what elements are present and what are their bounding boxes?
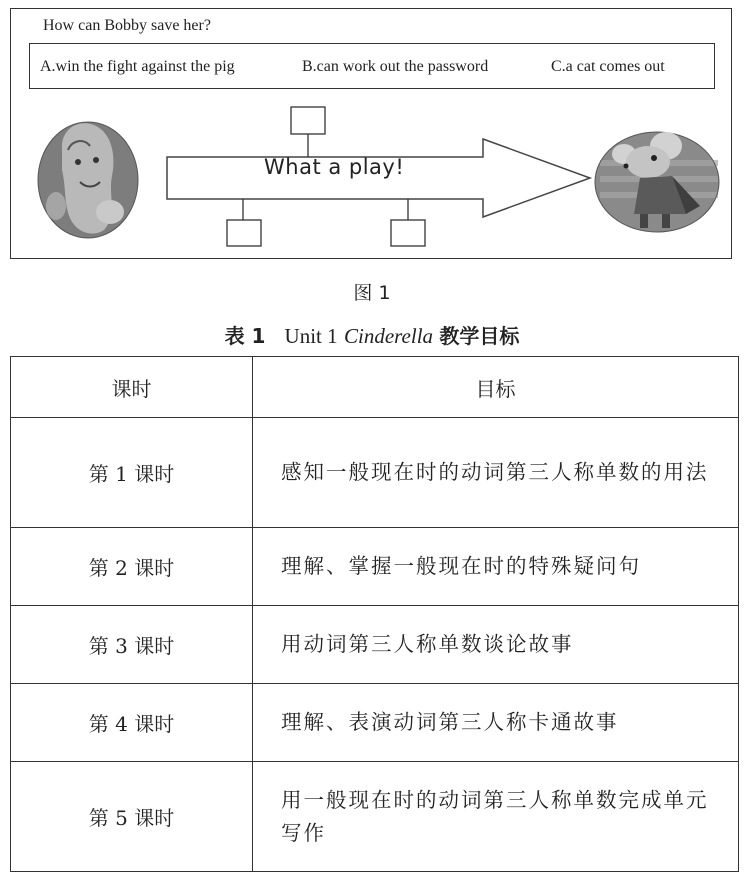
bobby-character-image (38, 122, 138, 238)
figure-caption: 图 1 (353, 282, 391, 304)
goal-cell: 用动词第三人称单数谈论故事 (253, 606, 739, 684)
table-row (11, 762, 739, 872)
option-a: A.win the fight against the pig (40, 58, 235, 75)
blank-box-top (291, 107, 325, 157)
table-header-row (11, 357, 739, 418)
table-caption-label: 表 1 (224, 324, 266, 348)
goal-cell: 用一般现在时的动词第三人称单数完成单元写作 (253, 762, 739, 872)
table-caption (0, 320, 744, 349)
goal-cell: 理解、表演动词第三人称卡通故事 (253, 684, 739, 762)
table-row (11, 418, 739, 528)
table-row (11, 528, 739, 606)
lesson-cell: 第 4 课时 (11, 684, 253, 762)
blank-box-bottom-left (227, 199, 261, 246)
arrow-label: What a play! (264, 155, 405, 179)
table-row (11, 684, 739, 762)
table-caption-unit: Unit 1 (284, 324, 338, 348)
table-row (11, 606, 739, 684)
goal-cell: 感知一般现在时的动词第三人称单数的用法 (253, 418, 739, 528)
option-b: B.can work out the password (302, 58, 489, 75)
teaching-goals-table (10, 356, 739, 872)
mouse-character-image (595, 132, 719, 232)
goal-cell: 理解、掌握一般现在时的特殊疑问句 (253, 528, 739, 606)
table-caption-title: Cinderella (344, 324, 434, 348)
header-lesson: 课时 (11, 357, 253, 418)
question-text: How can Bobby save her? (43, 17, 211, 34)
lesson-cell: 第 5 课时 (11, 762, 253, 872)
figure-drawing (0, 0, 744, 265)
blank-box-bottom-right (391, 199, 425, 246)
header-goal: 目标 (253, 357, 739, 418)
option-c: C.a cat comes out (551, 58, 665, 75)
lesson-cell: 第 2 课时 (11, 528, 253, 606)
lesson-cell: 第 1 课时 (11, 418, 253, 528)
lesson-cell: 第 3 课时 (11, 606, 253, 684)
table-caption-rest: 教学目标 (439, 324, 520, 348)
